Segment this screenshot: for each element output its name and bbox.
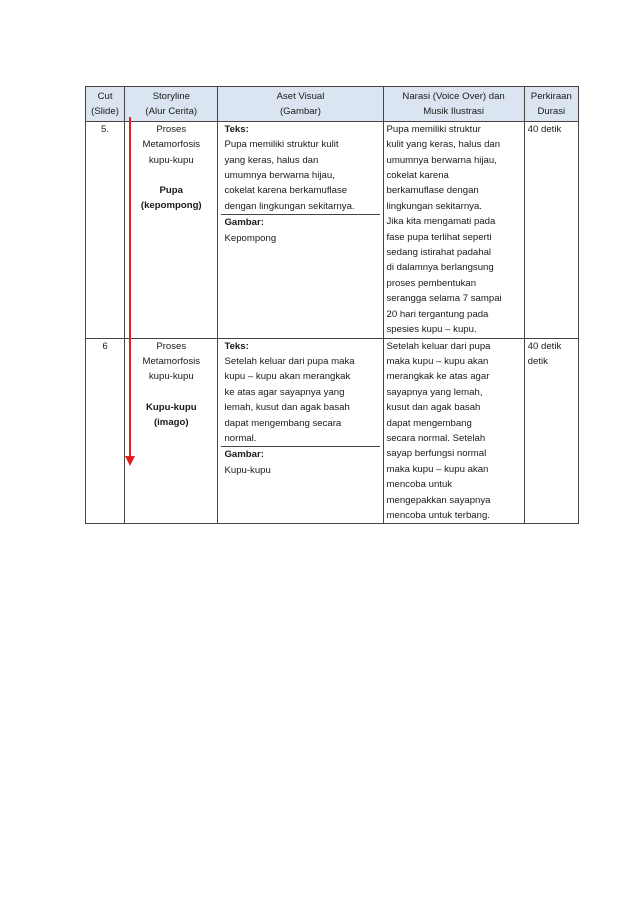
story-line: kupu-kupu xyxy=(148,371,194,383)
cut-number: 6 xyxy=(102,340,108,352)
narasi-line: serangga selama 7 sampai xyxy=(386,293,502,305)
story-line: Metamorfosis xyxy=(142,355,201,367)
header-cut-line1: Cut xyxy=(97,91,113,102)
teks-line: normal. xyxy=(224,432,257,444)
story-line: Proses xyxy=(156,123,187,135)
header-narasi-line1: Narasi (Voice Over) dan xyxy=(402,91,505,102)
cut-number: 5. xyxy=(101,123,110,135)
header-durasi xyxy=(524,87,578,122)
narasi-line: di dalamnya berlangsung xyxy=(386,262,494,274)
narasi-line: berkamuflase dengan xyxy=(386,185,479,197)
narasi-line: dapat mengembang xyxy=(386,417,472,429)
narasi-line: lingkungan sekitarnya. xyxy=(386,200,482,212)
teks-line: dapat mengembang secara xyxy=(224,417,342,429)
cell-cut xyxy=(86,338,125,524)
header-aset-visual xyxy=(218,87,383,122)
gambar-value: Kupu-kupu xyxy=(224,464,271,476)
teks-label: Teks: xyxy=(224,123,249,135)
header-durasi-line2: Durasi xyxy=(537,106,566,118)
cell-aset-visual xyxy=(218,121,383,338)
table-row xyxy=(86,338,579,524)
story-line: Proses xyxy=(156,340,187,352)
stage-line: Pupa xyxy=(159,185,183,197)
narasi-line: spesies kupu – kupu. xyxy=(386,324,477,336)
teks-line: umumnya berwarna hijau, xyxy=(224,170,335,182)
narasi-line: secara normal. Setelah xyxy=(386,432,486,444)
header-narasi-line2: Musik Ilustrasi xyxy=(423,106,484,118)
narasi-line: umumnya berwarna hijau, xyxy=(386,154,497,166)
header-storyline xyxy=(125,87,218,122)
narasi-line: 20 hari tergantung pada xyxy=(386,308,489,320)
header-cut xyxy=(86,87,125,122)
narasi-line: sedang istirahat padahal xyxy=(386,247,492,259)
stage-line: Kupu-kupu xyxy=(145,401,197,413)
narasi-line: Setelah keluar dari pupa xyxy=(386,340,491,352)
stage-line: (imago) xyxy=(153,417,189,429)
aset-teks-block xyxy=(221,339,379,448)
storyboard-table xyxy=(85,86,579,524)
stage-line: (kepompong) xyxy=(140,200,202,212)
durasi-value: 40 detik xyxy=(527,340,562,352)
narasi-line: proses pembentukan xyxy=(386,277,477,289)
teks-line: Setelah keluar dari pupa maka xyxy=(224,355,355,367)
header-aset-line2: (Gambar) xyxy=(279,106,321,118)
teks-line: Pupa memiliki struktur kulit xyxy=(224,139,339,151)
cell-storyline xyxy=(125,121,218,338)
story-line: Metamorfosis xyxy=(142,139,201,151)
gambar-label: Gambar: xyxy=(224,449,264,461)
narasi-line: cokelat karena xyxy=(386,170,449,182)
cell-cut xyxy=(86,121,125,338)
header-durasi-line1: Perkiraan xyxy=(530,91,572,102)
narasi-line: sayapnya yang lemah, xyxy=(386,386,483,398)
teks-line: cokelat karena berkamuflase xyxy=(224,185,348,197)
gambar-value: Kepompong xyxy=(224,232,277,244)
header-aset-line1: Aset Visual xyxy=(276,91,325,102)
cell-narasi xyxy=(383,121,524,338)
header-cut-line2: (Slide) xyxy=(91,106,119,118)
teks-line: kupu – kupu akan merangkak xyxy=(224,371,351,383)
cell-narasi xyxy=(383,338,524,524)
cell-durasi xyxy=(524,121,578,338)
durasi-value: detik xyxy=(527,355,548,367)
cell-durasi xyxy=(524,338,578,524)
header-storyline-line2: (Alur Cerita) xyxy=(145,106,198,118)
narasi-line: Jika kita mengamati pada xyxy=(386,216,496,228)
narasi-line: mencoba untuk terbang. xyxy=(386,509,490,521)
header-storyline-line1: Storyline xyxy=(152,91,190,102)
narasi-line: mengepakkan sayapnya xyxy=(386,494,491,506)
table-row xyxy=(86,121,579,338)
teks-line: yang keras, halus dan xyxy=(224,154,319,166)
teks-label: Teks: xyxy=(224,340,249,352)
table-header-row xyxy=(86,87,579,122)
gambar-label: Gambar: xyxy=(224,217,264,229)
narasi-line: merangkak ke atas agar xyxy=(386,371,490,383)
narasi-line: kusut dan agak basah xyxy=(386,402,481,414)
cell-aset-visual xyxy=(218,338,383,524)
story-line: kupu-kupu xyxy=(148,154,194,166)
narasi-line: fase pupa terlihat seperti xyxy=(386,231,492,243)
aset-teks-block xyxy=(221,122,379,215)
narasi-line: kulit yang keras, halus dan xyxy=(386,139,501,151)
aset-gambar-block xyxy=(221,447,379,478)
narasi-line: sayap berfungsi normal xyxy=(386,448,487,460)
teks-line: dengan lingkungan sekitarnya. xyxy=(224,200,355,212)
narasi-line: maka kupu – kupu akan xyxy=(386,463,489,475)
durasi-value: 40 detik xyxy=(527,123,562,135)
teks-line: lemah, kusut dan agak basah xyxy=(224,402,350,414)
narasi-line: Pupa memiliki struktur xyxy=(386,123,481,135)
teks-line: ke atas agar sayapnya yang xyxy=(224,386,345,398)
aset-gambar-block xyxy=(221,215,379,246)
narasi-line: maka kupu – kupu akan xyxy=(386,355,489,367)
narasi-line: mencoba untuk xyxy=(386,479,453,491)
cell-storyline xyxy=(125,338,218,524)
header-narasi xyxy=(383,87,524,122)
